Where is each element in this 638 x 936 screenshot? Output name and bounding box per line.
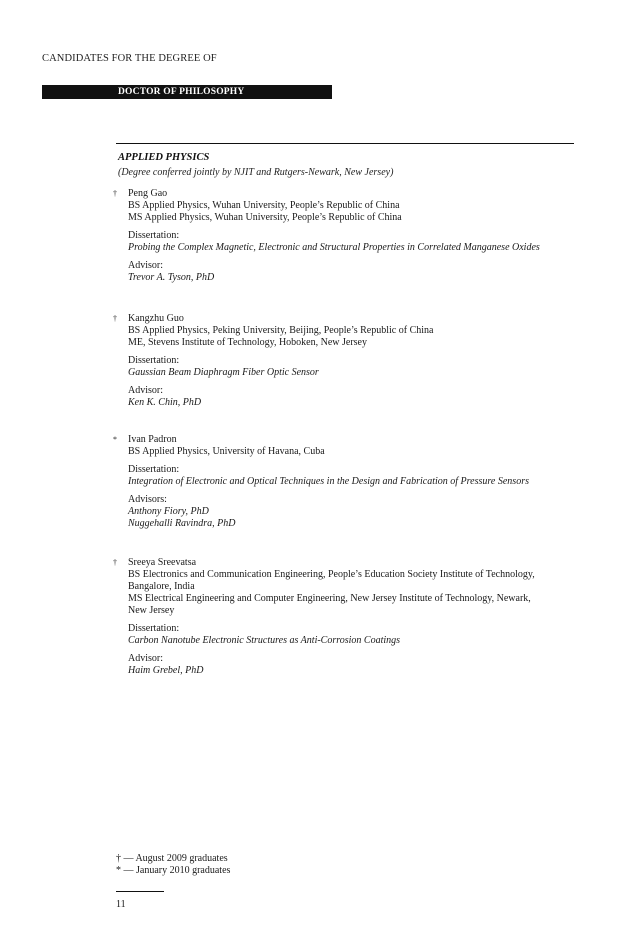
dissertation-title: Carbon Nanotube Electronic Structures as Anti-Corrosion Coatings bbox=[128, 635, 401, 646]
candidate-degree: MS Applied Physics, Wuhan University, People’s Republic of China bbox=[128, 212, 402, 223]
footer-divider bbox=[116, 891, 164, 892]
graduation-legend bbox=[116, 853, 230, 877]
section-divider bbox=[116, 143, 574, 144]
candidate-name: Ivan Padron bbox=[128, 434, 177, 445]
candidate-degree: New Jersey bbox=[128, 605, 175, 616]
degree-banner bbox=[42, 85, 332, 99]
candidate-entry bbox=[113, 313, 583, 409]
candidate-entry bbox=[113, 434, 583, 530]
dissertation-title: Gaussian Beam Diaphragm Fiber Optic Sensor bbox=[128, 367, 319, 378]
candidate-mark: † bbox=[113, 558, 117, 567]
candidate-entry bbox=[113, 557, 583, 677]
candidate-degree: Bangalore, India bbox=[128, 581, 195, 592]
dissertation-title: Integration of Electronic and Optical Techniques in the Design and Fabrication of Pressure Sensors bbox=[128, 476, 529, 487]
advisor-label: Advisor: bbox=[128, 653, 163, 664]
candidate-mark: * bbox=[113, 435, 117, 444]
candidate-name: Peng Gao bbox=[128, 188, 168, 199]
candidate-name: Kangzhu Guo bbox=[128, 313, 184, 324]
candidate-name: Sreeya Sreevatsa bbox=[128, 557, 197, 568]
page-number: 11 bbox=[116, 899, 126, 910]
candidate-degree: ME, Stevens Institute of Technology, Hoboken, New Jersey bbox=[128, 337, 367, 348]
dissertation-title: Probing the Complex Magnetic, Electronic and Structural Properties in Correlated Manganese Oxides bbox=[128, 242, 540, 253]
advisor-name: Nuggehalli Ravindra, PhD bbox=[128, 518, 236, 529]
advisor-label: Advisors: bbox=[128, 494, 167, 505]
candidate-entry bbox=[113, 188, 583, 284]
advisor-label: Advisor: bbox=[128, 385, 163, 396]
candidate-degree: BS Electronics and Communication Engineering, People’s Education Society Institute of Technology, bbox=[128, 569, 535, 580]
dissertation-label: Dissertation: bbox=[128, 355, 180, 366]
advisor-name: Ken K. Chin, PhD bbox=[128, 397, 202, 408]
department-title: APPLIED PHYSICS bbox=[118, 152, 210, 163]
candidate-degree: BS Applied Physics, Peking University, Beijing, People’s Republic of China bbox=[128, 325, 434, 336]
degree-label: DOCTOR OF PHILOSOPHY bbox=[118, 87, 245, 97]
legend-item: † — August 2009 graduates bbox=[116, 853, 228, 864]
candidate-mark: † bbox=[113, 314, 117, 323]
advisor-name: Haim Grebel, PhD bbox=[128, 665, 204, 676]
candidate-degree: BS Applied Physics, University of Havana, Cuba bbox=[128, 446, 325, 457]
department-note: (Degree conferred jointly by NJIT and Rutgers-Newark, New Jersey) bbox=[118, 167, 394, 178]
advisor-name: Trevor A. Tyson, PhD bbox=[128, 272, 215, 283]
dissertation-label: Dissertation: bbox=[128, 464, 180, 475]
page-header: CANDIDATES FOR THE DEGREE OF bbox=[42, 53, 217, 64]
advisor-name: Anthony Fiory, PhD bbox=[128, 506, 209, 517]
advisor-label: Advisor: bbox=[128, 260, 163, 271]
candidate-mark: † bbox=[113, 189, 117, 198]
candidate-degree: MS Electrical Engineering and Computer Engineering, New Jersey Institute of Technology, Newark, bbox=[128, 593, 531, 604]
candidate-degree: BS Applied Physics, Wuhan University, People’s Republic of China bbox=[128, 200, 400, 211]
dissertation-label: Dissertation: bbox=[128, 623, 180, 634]
legend-item: * — January 2010 graduates bbox=[116, 865, 231, 876]
dissertation-label: Dissertation: bbox=[128, 230, 180, 241]
